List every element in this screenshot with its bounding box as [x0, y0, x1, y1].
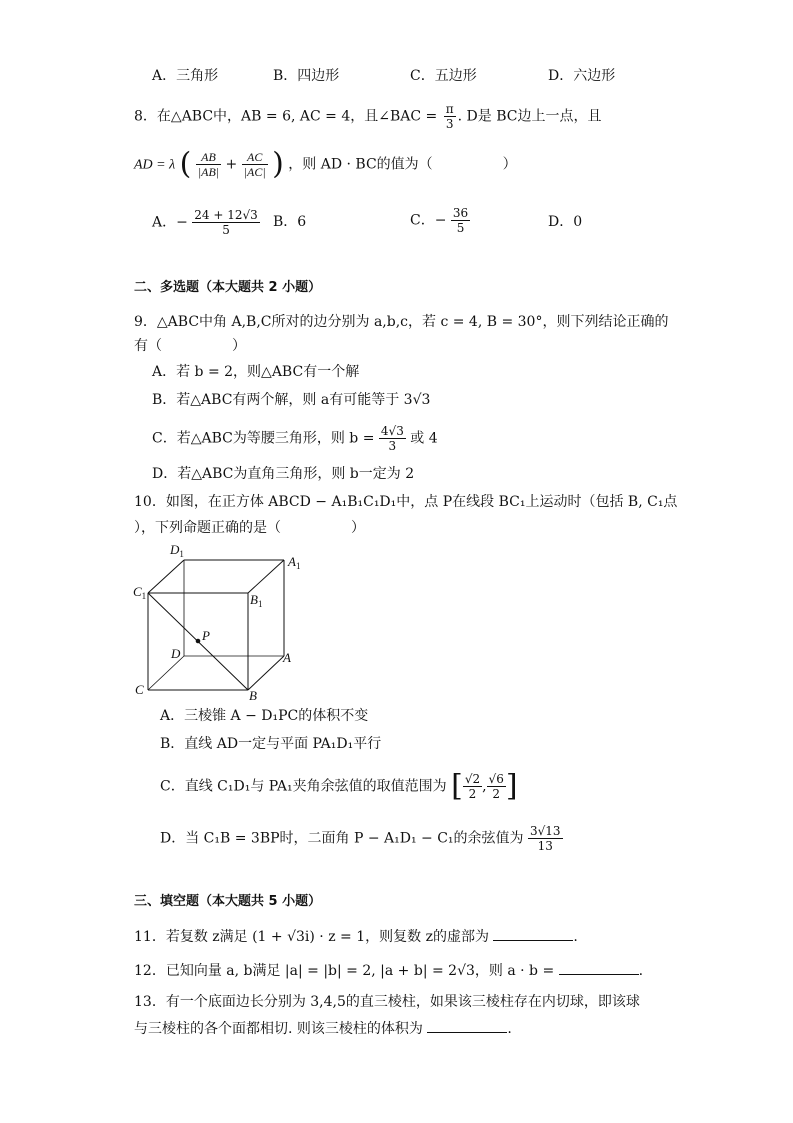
q8-number: 8． — [134, 108, 157, 125]
q10-option-d-den: 13 — [537, 839, 553, 853]
q7-option-d[interactable]: D．六边形 — [548, 68, 616, 84]
q9-option-d[interactable]: D．若△ABC为直角三角形，则 b一定为 2 — [152, 466, 415, 482]
q9-option-c[interactable] — [152, 424, 438, 453]
q8-stem-part2: . D是 BC边上一点，且 — [457, 108, 602, 125]
edge-a1b1 — [248, 560, 284, 593]
q10-option-c[interactable]: C．直线 C₁D₁与 PA₁夹角余弦值的取值范围为 [ $\frac{√2}{2}$ , $\frac{√6}{2}$ ] — [160, 768, 518, 804]
q9-stem-line2: 有（ ） — [134, 338, 246, 354]
q8-line2-rest: ，则 AD · BC的值为（ ） — [288, 156, 517, 173]
q13-text: 与三棱柱的各个面都相切. 则该三棱柱的体积为 — [134, 1021, 423, 1037]
q10-option-d-prefix: D．当 C₁B = 3BP时，二面角 P − A₁D₁ − C₁的余弦值为 — [160, 830, 524, 847]
q9-option-c-den: 3 — [388, 439, 397, 453]
edge-dc — [148, 656, 184, 690]
q8-frac2-den: |AC| — [243, 165, 266, 179]
q13-line2 — [134, 1018, 512, 1039]
label-d1: $D_1$ — [170, 542, 184, 559]
q11 — [134, 926, 578, 947]
q7-option-c[interactable]: C．五边形 — [410, 68, 477, 84]
q10-option-c-hi — [487, 772, 506, 801]
q10-option-c-lo-num: √2 — [464, 772, 481, 786]
q8-frac1-den: |AB| — [197, 165, 220, 179]
q8-angle-den: 3 — [445, 117, 454, 131]
q10-option-d[interactable] — [160, 824, 563, 853]
q12-answer-blank[interactable] — [559, 960, 639, 975]
q9-option-c-prefix: C．若△ABC为等腰三角形，则 b = — [152, 430, 375, 447]
q8-lhs: AD = λ — [134, 157, 176, 173]
q13-answer-blank[interactable] — [427, 1018, 507, 1033]
q8-angle-num: π — [445, 102, 454, 116]
q8-frac2 — [242, 150, 268, 179]
q10-option-c-prefix: C．直线 C₁D₁与 PA₁夹角余弦值的取值范围为 — [160, 778, 447, 795]
label-b1: $B_1$ — [250, 592, 263, 609]
edge-ab — [248, 656, 284, 690]
q8-option-b[interactable]: B．6 — [273, 214, 307, 230]
q8-option-c-fraction — [451, 206, 470, 235]
q9-option-c-fraction — [379, 424, 406, 453]
q10-option-c-lo — [463, 772, 482, 801]
q8-option-c-den: 5 — [456, 221, 465, 235]
edge-d1c1 — [148, 560, 184, 593]
q11-end: . — [573, 929, 578, 945]
q9-stem-line1: 9．△ABC中角 A,B,C所对的边分别为 a,b,c，若 c = 4, B = 30°，则下列结论正确的 — [134, 314, 669, 330]
q8-option-c-num: 36 — [452, 206, 469, 220]
q8-angle-fraction — [444, 102, 456, 131]
point-p — [196, 639, 201, 644]
q8-option-a-den: 5 — [222, 223, 230, 237]
q10-option-d-num: 3√13 — [530, 824, 561, 838]
q10-stem-line2: ），下列命题正确的是（ ） — [134, 520, 365, 536]
q12-end: . — [638, 963, 644, 979]
q9-option-c-suffix: 或 4 — [410, 430, 438, 447]
q7-option-a[interactable]: A．三角形 — [152, 68, 219, 84]
q12 — [134, 960, 643, 981]
q11-text: 11．若复数 z满足 (1 + √3i) · z = 1，则复数 z的虚部为 — [134, 929, 489, 945]
q10-option-c-hi-den: 2 — [492, 787, 500, 801]
label-c1: $C_1$ — [133, 584, 147, 601]
q12-text: 12．已知向量 a, b满足 |a| = |b| = 2, |a + b| = 2√3，则 a · b = — [134, 963, 555, 979]
label-b: B — [249, 688, 257, 702]
q11-answer-blank[interactable] — [493, 926, 573, 941]
q8-option-a[interactable] — [152, 208, 260, 237]
label-c: C — [135, 682, 144, 697]
label-d: D — [171, 646, 181, 661]
q10-option-d-fraction — [528, 824, 563, 853]
q8-frac1-num: AB — [196, 150, 221, 165]
section3-title: 三、填空题（本大题共 5 小题） — [134, 894, 322, 909]
label-a1: $A_1$ — [288, 554, 301, 571]
q13-line1: 13．有一个底面边长分别为 3,4,5的直三棱柱，如果该三棱柱存在内切球，即该球 — [134, 994, 640, 1010]
label-a: A — [283, 650, 291, 665]
q8-stem-part1: 在△ABC中，AB = 6, AC = 4，且∠BAC = — [156, 108, 438, 125]
q8-option-c[interactable] — [410, 206, 470, 235]
q10-option-c-hi-num: √6 — [488, 772, 504, 786]
cube-diagram — [128, 538, 308, 702]
q8-option-a-num: 24 + 12√3 — [194, 208, 258, 222]
q8-option-a-fraction — [192, 208, 260, 237]
label-p: P — [202, 628, 210, 643]
q8-option-c-prefix: C．− — [410, 212, 447, 229]
q9-option-a[interactable]: A．若 b = 2，则△ABC有一个解 — [152, 364, 360, 380]
q10-stem-line1: 10．如图，在正方体 ABCD − A₁B₁C₁D₁中，点 P在线段 BC₁上运动时（包括 B, C₁点 — [134, 494, 678, 510]
q10-option-b[interactable]: B．直线 AD一定与平面 PA₁D₁平行 — [160, 736, 382, 752]
q10-option-c-lo-den: 2 — [468, 787, 477, 801]
q7-option-b[interactable]: B．四边形 — [273, 68, 340, 84]
q8-option-d[interactable]: D．0 — [548, 214, 583, 230]
section2-title: 二、多选题（本大题共 2 小题） — [134, 280, 322, 295]
q10-option-a[interactable]: A．三棱锥 A − D₁PC的体积不变 — [160, 708, 369, 724]
q13-end: . — [507, 1021, 512, 1037]
q8-frac1 — [196, 150, 221, 179]
q8-stem — [134, 102, 601, 131]
q8-frac2-num: AC — [242, 150, 268, 165]
q8-option-a-prefix: A．− — [152, 214, 188, 231]
q8-vector-line: AD = λ ( $\frac{AB}{|AB|}$ + $\frac{AC}{|AC|}$ ) ，则 AD · BC的值为（ ） — [134, 146, 517, 182]
q9-option-c-num: 4√3 — [380, 424, 404, 438]
q9-option-b[interactable]: B．若△ABC有两个解，则 a有可能等于 3√3 — [152, 392, 431, 408]
